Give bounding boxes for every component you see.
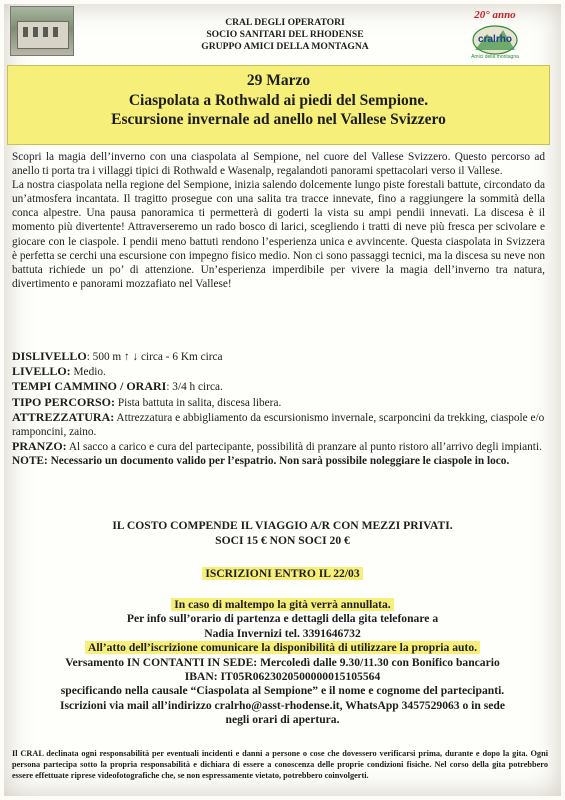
detail-value: Medio. <box>70 366 106 379</box>
event-description <box>12 150 545 291</box>
price-line: SOCI 15 € NON SOCI 20 € <box>215 534 350 547</box>
causale-line: specificando nella causale “Ciaspolata al Sempione” e il nome e cognome del partecipanti. <box>60 684 505 698</box>
detail-label: TIPO PERCORSO: <box>12 394 116 409</box>
iban-line: IBAN: IT05R0623020500000015105564 <box>184 670 381 684</box>
info-section <box>0 598 565 728</box>
detail-tipo-percorso <box>12 395 545 410</box>
detail-label: ATTREZZATURA: <box>12 409 115 424</box>
detail-dislivello <box>12 349 545 364</box>
disclaimer: Il CRAL declinata ogni responsabilità per eventuali incidenti e danni a persone o cose che dovessero verificarsi prima, durante e dopo la gita. Ogni persona partecipa sotto la propria responsabilità e dichiara di essere a conoscenza delle proprie condizioni fisiche. Nel corso della gita potrebbero essere effettuate riprese videofotografiche che, se non espressamente vietato, potrebbero coinvolgerti. <box>12 749 548 780</box>
email-line: Iscrizioni via mail all’indirizzo cralrho@asst-rhodense.it, WhatsApp 3457529063 o in sede <box>59 698 505 712</box>
description-paragraph: Scopri la magia dell’inverno con una ciaspolata al Sempione, nel cuore del Vallese Svizzero. Questo percorso ad anello ti porta tra i villaggi tipici di Rothwald e Wasenalp, regalandoti panorami spettacolari verso il Vallese. <box>12 151 545 178</box>
logo-caption: Amici della montagna <box>471 54 519 60</box>
cralrho-logo <box>465 4 525 62</box>
event-title: Ciaspolata a Rothwald ai piedi del Sempione. <box>128 91 429 109</box>
event-subtitle: Escursione invernale ad anello nel Vallese Svizzero <box>111 111 446 128</box>
detail-value: Al sacco a carico e cura del partecipante, possibilità di pranzare al punto ristoro all’arrivo degli impianti. <box>66 441 542 454</box>
detail-label: TEMPI CAMMINO / ORARI <box>12 379 167 394</box>
detail-pranzo <box>12 439 545 454</box>
window-shape <box>23 27 28 37</box>
detail-tempi <box>12 379 545 394</box>
event-details <box>12 349 545 469</box>
building-photo <box>10 6 74 56</box>
detail-note: NOTE: Necessario un documento valido per l’espatrio. Non sarà possibile noleggiare le ciaspole in loco. <box>12 455 510 468</box>
contact-name-phone: Nadia Invernizi tel. 3391646732 <box>204 626 361 640</box>
contact-line: Per info sull’orario di partenza e dettagli della gita telefonare a <box>126 612 439 626</box>
window-shape <box>43 27 48 37</box>
cost-line: IL COSTO COMPENDE IL VIAGGIO A/R CON MEZZI PRIVATI. <box>112 519 453 532</box>
description-paragraph: La nostra ciaspolata nella regione del Sempione, inizia salendo dolcemente lungo piste forestali battute, circondato da un’atmosfera incantata. Il tragitto prosegue con una salita tra tracce innevate, fino a raggiungere la sommità della conca alpestre. Una pausa panoramica ti permetterà di goderti la vista su ampi pendii innevati. La discesa è il momento più divertente! Attraverseremo un rado bosco di larici, scegliendo i tratti di neve più fresca per scivolare e giocare con le ciaspole. I pendii meno battuti rendono l’esperienza unica e avvincente. Questa ciaspolata in Svizzera è perfetta se cerchi una escursione con impegno fisico medio. Non ci sono passaggi tecnici, ma la discesa su neve non battuta richiede un po’ di attenzione. Un’esperienza imperdibile per vivere la magia dell’inverno tra natura, divertimento e panorami mozzafiato nel Vallese! <box>12 179 545 290</box>
detail-label: PRANZO: <box>12 439 67 454</box>
title-banner <box>7 65 550 145</box>
detail-value: : 500 m ↑ ↓ circa - 6 Km circa <box>86 351 223 363</box>
event-date: 29 Marzo <box>246 72 311 89</box>
window-shape <box>53 27 58 37</box>
enrollment-highlight: ISCRIZIONI ENTRO IL 22/03 <box>202 567 362 580</box>
header-line: GRUPPO AMICI DELLA MONTAGNA <box>201 41 369 52</box>
detail-attrezzatura <box>12 410 545 439</box>
car-availability-note: All’atto dell’iscrizione comunicare la disponibilità di utilizzare la propria auto. <box>85 641 480 654</box>
hours-line: negli orari di apertura. <box>225 713 340 727</box>
enrollment-deadline <box>0 567 565 580</box>
payment-line: Versamento IN CONTANTI IN SEDE: Mercoledì dalle 9.30/11.30 con Bonifico bancario <box>65 655 500 669</box>
logo-anniversary: 20° anno <box>474 9 516 21</box>
window-shape <box>33 27 38 37</box>
detail-label: DISLIVELLO <box>12 349 87 363</box>
detail-value: : 3/4 h circa. <box>166 381 223 394</box>
bad-weather-note: In caso di maltempo la gità verrà annullata. <box>171 598 393 611</box>
detail-livello <box>12 364 545 379</box>
detail-label: LIVELLO: <box>12 364 71 379</box>
detail-value: Pista battuta in salita, discesa libera. <box>115 396 282 409</box>
header-line: CRAL DEGLI OPERATORI <box>225 17 345 28</box>
detail-value: Attrezzatura e abbigliamento da escursionismo invernale, scarponcini da trekking, ciaspole e/o ramponcini, zaino. <box>12 411 545 439</box>
organization-header <box>150 17 420 53</box>
cost-section <box>0 518 565 548</box>
header-line: SOCIO SANITARI DEL RHODENSE <box>206 29 364 40</box>
logo-wordmark: cralrho <box>478 34 512 45</box>
